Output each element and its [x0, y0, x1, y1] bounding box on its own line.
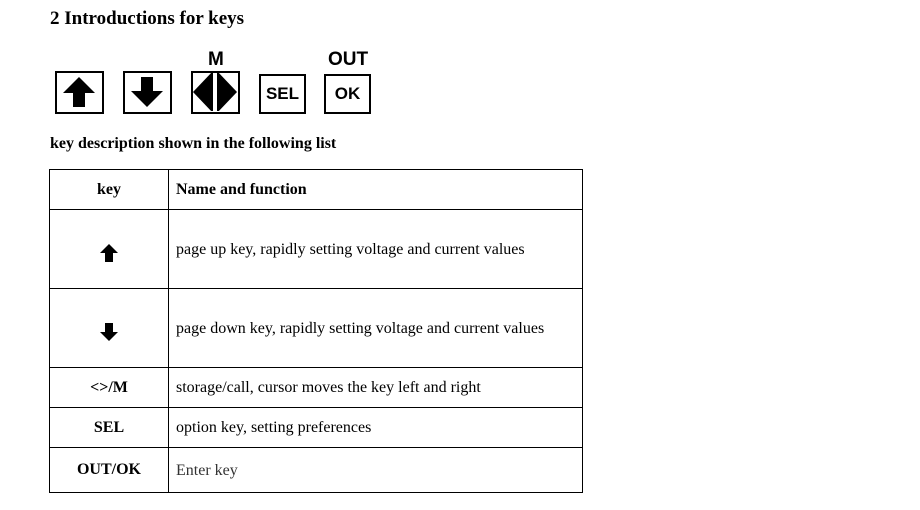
table-caption: key description shown in the following list: [50, 135, 337, 152]
key-description-table: [49, 169, 583, 493]
arrow-up-icon: [57, 73, 101, 111]
sel-key-text: SEL: [265, 84, 300, 103]
ok-key: [324, 74, 371, 114]
table-row: [50, 289, 583, 368]
table-row: [50, 408, 583, 448]
row-function: storage/call, cursor moves the key left and right: [169, 368, 583, 408]
row-function: page down key, rapidly setting voltage and current values: [169, 289, 583, 368]
row-function: page up key, rapidly setting voltage and current values: [169, 210, 583, 289]
out-label: OUT: [328, 49, 369, 70]
m-label: M: [208, 49, 224, 70]
down-key: [123, 71, 172, 114]
row-key-down: [50, 289, 169, 368]
table-row: [50, 448, 583, 493]
sel-key: [259, 74, 306, 114]
arrow-down-icon: [99, 322, 119, 342]
row-function: Enter key: [169, 448, 583, 493]
arrow-down-icon: [125, 73, 169, 111]
row-key: OUT/OK: [50, 448, 169, 493]
table-row: [50, 210, 583, 289]
table-header-row: [50, 170, 583, 210]
table-row: [50, 368, 583, 408]
row-key-up: [50, 210, 169, 289]
left-right-key: [191, 71, 240, 114]
section-heading: 2 Introductions for keys: [50, 8, 245, 29]
ok-key-text: OK: [334, 84, 361, 103]
row-key: SEL: [50, 408, 169, 448]
header-function: Name and function: [169, 170, 583, 210]
up-key: [55, 71, 104, 114]
row-function: option key, setting preferences: [169, 408, 583, 448]
left-right-arrows-icon: [193, 73, 237, 111]
row-key: <>/M: [50, 368, 169, 408]
key-panel: [55, 50, 385, 120]
arrow-up-icon: [99, 243, 119, 263]
header-key: key: [50, 170, 169, 210]
